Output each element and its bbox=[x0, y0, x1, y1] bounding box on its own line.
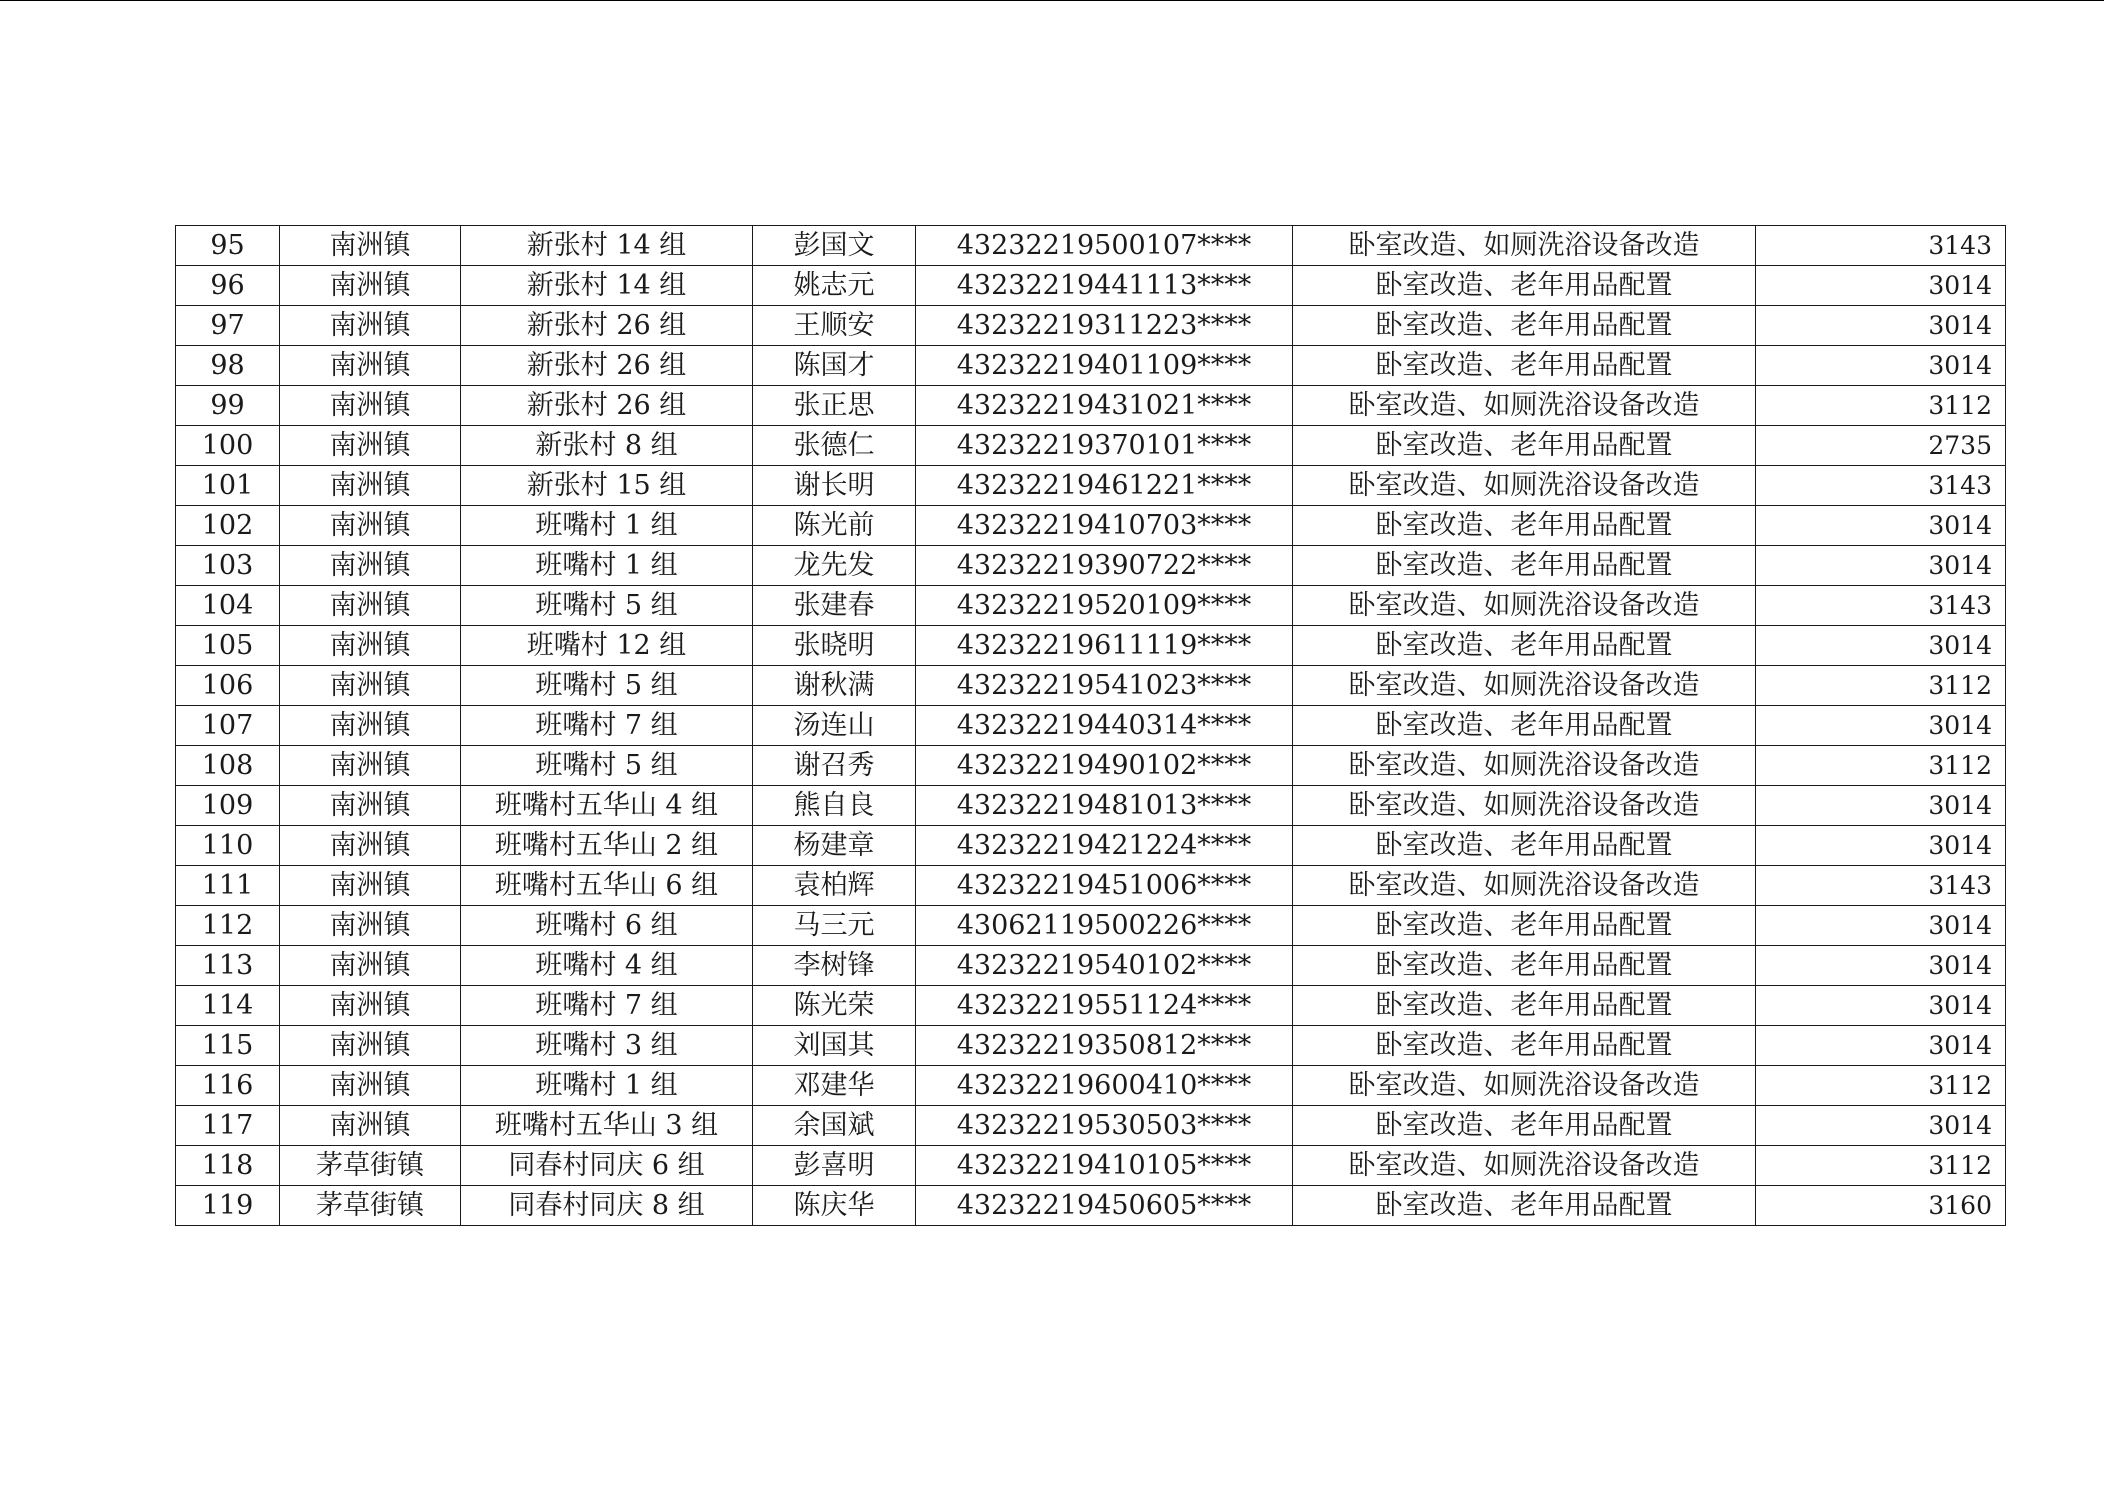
project-cell: 卧室改造、如厕洗浴设备改造 bbox=[1293, 786, 1756, 826]
table-row bbox=[176, 1186, 2006, 1226]
town-cell: 南洲镇 bbox=[280, 1106, 461, 1146]
row-number-cell: 107 bbox=[176, 706, 280, 746]
village-cell: 新张村 15 组 bbox=[461, 466, 753, 506]
amount-cell: 3112 bbox=[1756, 386, 2006, 426]
amount-cell: 3014 bbox=[1756, 626, 2006, 666]
name-cell: 陈光荣 bbox=[753, 986, 916, 1026]
project-cell: 卧室改造、老年用品配置 bbox=[1293, 626, 1756, 666]
village-cell: 班嘴村 3 组 bbox=[461, 1026, 753, 1066]
project-cell: 卧室改造、老年用品配置 bbox=[1293, 266, 1756, 306]
project-cell: 卧室改造、老年用品配置 bbox=[1293, 506, 1756, 546]
id-number-cell: 43232219431021**** bbox=[916, 386, 1293, 426]
town-cell: 南洲镇 bbox=[280, 626, 461, 666]
row-number-cell: 96 bbox=[176, 266, 280, 306]
amount-cell: 3014 bbox=[1756, 706, 2006, 746]
table-row bbox=[176, 1066, 2006, 1106]
project-cell: 卧室改造、老年用品配置 bbox=[1293, 986, 1756, 1026]
amount-cell: 3014 bbox=[1756, 786, 2006, 826]
id-number-cell: 43232219390722**** bbox=[916, 546, 1293, 586]
row-number-cell: 113 bbox=[176, 946, 280, 986]
town-cell: 南洲镇 bbox=[280, 866, 461, 906]
town-cell: 南洲镇 bbox=[280, 306, 461, 346]
table-row bbox=[176, 866, 2006, 906]
table-row bbox=[176, 226, 2006, 266]
table-row bbox=[176, 346, 2006, 386]
town-cell: 南洲镇 bbox=[280, 346, 461, 386]
village-cell: 新张村 26 组 bbox=[461, 386, 753, 426]
town-cell: 南洲镇 bbox=[280, 226, 461, 266]
village-cell: 班嘴村五华山 2 组 bbox=[461, 826, 753, 866]
id-number-cell: 43232219370101**** bbox=[916, 426, 1293, 466]
id-number-cell: 43232219540102**** bbox=[916, 946, 1293, 986]
row-number-cell: 101 bbox=[176, 466, 280, 506]
name-cell: 李树锋 bbox=[753, 946, 916, 986]
amount-cell: 3014 bbox=[1756, 546, 2006, 586]
id-number-cell: 43232219350812**** bbox=[916, 1026, 1293, 1066]
table-row bbox=[176, 746, 2006, 786]
village-cell: 同春村同庆 8 组 bbox=[461, 1186, 753, 1226]
town-cell: 南洲镇 bbox=[280, 386, 461, 426]
name-cell: 熊自良 bbox=[753, 786, 916, 826]
project-cell: 卧室改造、老年用品配置 bbox=[1293, 1026, 1756, 1066]
village-cell: 班嘴村 4 组 bbox=[461, 946, 753, 986]
name-cell: 谢长明 bbox=[753, 466, 916, 506]
name-cell: 张建春 bbox=[753, 586, 916, 626]
project-cell: 卧室改造、老年用品配置 bbox=[1293, 706, 1756, 746]
table-row bbox=[176, 546, 2006, 586]
row-number-cell: 111 bbox=[176, 866, 280, 906]
village-cell: 班嘴村 7 组 bbox=[461, 706, 753, 746]
name-cell: 袁柏辉 bbox=[753, 866, 916, 906]
amount-cell: 3014 bbox=[1756, 266, 2006, 306]
name-cell: 龙先发 bbox=[753, 546, 916, 586]
id-number-cell: 43232219451006**** bbox=[916, 866, 1293, 906]
village-cell: 班嘴村 1 组 bbox=[461, 506, 753, 546]
table-body bbox=[176, 226, 2006, 1226]
amount-cell: 3014 bbox=[1756, 906, 2006, 946]
village-cell: 班嘴村 5 组 bbox=[461, 746, 753, 786]
name-cell: 姚志元 bbox=[753, 266, 916, 306]
id-number-cell: 43232219520109**** bbox=[916, 586, 1293, 626]
village-cell: 新张村 26 组 bbox=[461, 346, 753, 386]
row-number-cell: 115 bbox=[176, 1026, 280, 1066]
table-row bbox=[176, 466, 2006, 506]
amount-cell: 3112 bbox=[1756, 666, 2006, 706]
table-row bbox=[176, 786, 2006, 826]
village-cell: 新张村 14 组 bbox=[461, 266, 753, 306]
village-cell: 班嘴村五华山 6 组 bbox=[461, 866, 753, 906]
amount-cell: 3143 bbox=[1756, 466, 2006, 506]
row-number-cell: 110 bbox=[176, 826, 280, 866]
village-cell: 班嘴村 12 组 bbox=[461, 626, 753, 666]
row-number-cell: 119 bbox=[176, 1186, 280, 1226]
table-row bbox=[176, 626, 2006, 666]
amount-cell: 3014 bbox=[1756, 946, 2006, 986]
amount-cell: 3014 bbox=[1756, 986, 2006, 1026]
town-cell: 茅草街镇 bbox=[280, 1146, 461, 1186]
amount-cell: 3143 bbox=[1756, 586, 2006, 626]
town-cell: 南洲镇 bbox=[280, 826, 461, 866]
name-cell: 张德仁 bbox=[753, 426, 916, 466]
project-cell: 卧室改造、老年用品配置 bbox=[1293, 1186, 1756, 1226]
project-cell: 卧室改造、如厕洗浴设备改造 bbox=[1293, 1146, 1756, 1186]
amount-cell: 3112 bbox=[1756, 746, 2006, 786]
table-row bbox=[176, 306, 2006, 346]
id-number-cell: 43232219410105**** bbox=[916, 1146, 1293, 1186]
amount-cell: 2735 bbox=[1756, 426, 2006, 466]
id-number-cell: 43232219461221**** bbox=[916, 466, 1293, 506]
name-cell: 杨建章 bbox=[753, 826, 916, 866]
row-number-cell: 100 bbox=[176, 426, 280, 466]
id-number-cell: 43232219421224**** bbox=[916, 826, 1293, 866]
village-cell: 班嘴村 1 组 bbox=[461, 546, 753, 586]
village-cell: 班嘴村 7 组 bbox=[461, 986, 753, 1026]
project-cell: 卧室改造、老年用品配置 bbox=[1293, 1106, 1756, 1146]
id-number-cell: 43232219541023**** bbox=[916, 666, 1293, 706]
name-cell: 马三元 bbox=[753, 906, 916, 946]
name-cell: 陈庆华 bbox=[753, 1186, 916, 1226]
name-cell: 余国斌 bbox=[753, 1106, 916, 1146]
town-cell: 南洲镇 bbox=[280, 666, 461, 706]
row-number-cell: 102 bbox=[176, 506, 280, 546]
project-cell: 卧室改造、如厕洗浴设备改造 bbox=[1293, 586, 1756, 626]
id-number-cell: 43232219551124**** bbox=[916, 986, 1293, 1026]
project-cell: 卧室改造、如厕洗浴设备改造 bbox=[1293, 226, 1756, 266]
name-cell: 张晓明 bbox=[753, 626, 916, 666]
name-cell: 谢召秀 bbox=[753, 746, 916, 786]
project-cell: 卧室改造、如厕洗浴设备改造 bbox=[1293, 746, 1756, 786]
amount-cell: 3160 bbox=[1756, 1186, 2006, 1226]
town-cell: 南洲镇 bbox=[280, 466, 461, 506]
table-row bbox=[176, 506, 2006, 546]
id-number-cell: 43232219481013**** bbox=[916, 786, 1293, 826]
town-cell: 南洲镇 bbox=[280, 1026, 461, 1066]
town-cell: 南洲镇 bbox=[280, 546, 461, 586]
name-cell: 谢秋满 bbox=[753, 666, 916, 706]
table-row bbox=[176, 386, 2006, 426]
table-row bbox=[176, 1106, 2006, 1146]
row-number-cell: 95 bbox=[176, 226, 280, 266]
row-number-cell: 99 bbox=[176, 386, 280, 426]
row-number-cell: 118 bbox=[176, 1146, 280, 1186]
name-cell: 汤连山 bbox=[753, 706, 916, 746]
id-number-cell: 43232219600410**** bbox=[916, 1066, 1293, 1106]
town-cell: 南洲镇 bbox=[280, 506, 461, 546]
project-cell: 卧室改造、如厕洗浴设备改造 bbox=[1293, 386, 1756, 426]
id-number-cell: 43232219611119**** bbox=[916, 626, 1293, 666]
table-row bbox=[176, 1026, 2006, 1066]
town-cell: 南洲镇 bbox=[280, 986, 461, 1026]
project-cell: 卧室改造、如厕洗浴设备改造 bbox=[1293, 866, 1756, 906]
name-cell: 王顺安 bbox=[753, 306, 916, 346]
village-cell: 班嘴村 5 组 bbox=[461, 586, 753, 626]
row-number-cell: 98 bbox=[176, 346, 280, 386]
village-cell: 班嘴村五华山 3 组 bbox=[461, 1106, 753, 1146]
row-number-cell: 103 bbox=[176, 546, 280, 586]
id-number-cell: 43232219490102**** bbox=[916, 746, 1293, 786]
name-cell: 张正思 bbox=[753, 386, 916, 426]
beneficiary-table bbox=[175, 225, 2006, 1226]
table-row bbox=[176, 826, 2006, 866]
project-cell: 卧室改造、老年用品配置 bbox=[1293, 546, 1756, 586]
id-number-cell: 43232219530503**** bbox=[916, 1106, 1293, 1146]
amount-cell: 3014 bbox=[1756, 306, 2006, 346]
project-cell: 卧室改造、老年用品配置 bbox=[1293, 906, 1756, 946]
project-cell: 卧室改造、老年用品配置 bbox=[1293, 426, 1756, 466]
town-cell: 茅草街镇 bbox=[280, 1186, 461, 1226]
table-row bbox=[176, 906, 2006, 946]
table-row bbox=[176, 266, 2006, 306]
village-cell: 新张村 8 组 bbox=[461, 426, 753, 466]
town-cell: 南洲镇 bbox=[280, 746, 461, 786]
village-cell: 班嘴村五华山 4 组 bbox=[461, 786, 753, 826]
name-cell: 陈光前 bbox=[753, 506, 916, 546]
row-number-cell: 114 bbox=[176, 986, 280, 1026]
town-cell: 南洲镇 bbox=[280, 786, 461, 826]
project-cell: 卧室改造、老年用品配置 bbox=[1293, 306, 1756, 346]
row-number-cell: 104 bbox=[176, 586, 280, 626]
id-number-cell: 43232219500107**** bbox=[916, 226, 1293, 266]
table-row bbox=[176, 586, 2006, 626]
project-cell: 卧室改造、如厕洗浴设备改造 bbox=[1293, 466, 1756, 506]
id-number-cell: 43062119500226**** bbox=[916, 906, 1293, 946]
id-number-cell: 43232219401109**** bbox=[916, 346, 1293, 386]
town-cell: 南洲镇 bbox=[280, 426, 461, 466]
row-number-cell: 112 bbox=[176, 906, 280, 946]
village-cell: 同春村同庆 6 组 bbox=[461, 1146, 753, 1186]
amount-cell: 3014 bbox=[1756, 1106, 2006, 1146]
amount-cell: 3014 bbox=[1756, 1026, 2006, 1066]
table-row bbox=[176, 946, 2006, 986]
town-cell: 南洲镇 bbox=[280, 946, 461, 986]
table-row bbox=[176, 1146, 2006, 1186]
id-number-cell: 43232219440314**** bbox=[916, 706, 1293, 746]
village-cell: 班嘴村 6 组 bbox=[461, 906, 753, 946]
amount-cell: 3014 bbox=[1756, 506, 2006, 546]
name-cell: 刘国其 bbox=[753, 1026, 916, 1066]
village-cell: 新张村 26 组 bbox=[461, 306, 753, 346]
amount-cell: 3143 bbox=[1756, 226, 2006, 266]
id-number-cell: 43232219311223**** bbox=[916, 306, 1293, 346]
row-number-cell: 105 bbox=[176, 626, 280, 666]
town-cell: 南洲镇 bbox=[280, 586, 461, 626]
name-cell: 陈国才 bbox=[753, 346, 916, 386]
town-cell: 南洲镇 bbox=[280, 706, 461, 746]
amount-cell: 3112 bbox=[1756, 1146, 2006, 1186]
town-cell: 南洲镇 bbox=[280, 266, 461, 306]
name-cell: 邓建华 bbox=[753, 1066, 916, 1106]
row-number-cell: 116 bbox=[176, 1066, 280, 1106]
table-row bbox=[176, 666, 2006, 706]
id-number-cell: 43232219450605**** bbox=[916, 1186, 1293, 1226]
project-cell: 卧室改造、如厕洗浴设备改造 bbox=[1293, 1066, 1756, 1106]
name-cell: 彭喜明 bbox=[753, 1146, 916, 1186]
row-number-cell: 108 bbox=[176, 746, 280, 786]
town-cell: 南洲镇 bbox=[280, 1066, 461, 1106]
id-number-cell: 43232219441113**** bbox=[916, 266, 1293, 306]
name-cell: 彭国文 bbox=[753, 226, 916, 266]
project-cell: 卧室改造、如厕洗浴设备改造 bbox=[1293, 666, 1756, 706]
project-cell: 卧室改造、老年用品配置 bbox=[1293, 946, 1756, 986]
table-row bbox=[176, 426, 2006, 466]
id-number-cell: 43232219410703**** bbox=[916, 506, 1293, 546]
table-row bbox=[176, 986, 2006, 1026]
page-top-rule bbox=[0, 0, 2104, 1]
amount-cell: 3014 bbox=[1756, 346, 2006, 386]
table-row bbox=[176, 706, 2006, 746]
village-cell: 班嘴村 1 组 bbox=[461, 1066, 753, 1106]
row-number-cell: 117 bbox=[176, 1106, 280, 1146]
village-cell: 班嘴村 5 组 bbox=[461, 666, 753, 706]
row-number-cell: 109 bbox=[176, 786, 280, 826]
amount-cell: 3143 bbox=[1756, 866, 2006, 906]
amount-cell: 3014 bbox=[1756, 826, 2006, 866]
row-number-cell: 106 bbox=[176, 666, 280, 706]
project-cell: 卧室改造、老年用品配置 bbox=[1293, 346, 1756, 386]
town-cell: 南洲镇 bbox=[280, 906, 461, 946]
amount-cell: 3112 bbox=[1756, 1066, 2006, 1106]
village-cell: 新张村 14 组 bbox=[461, 226, 753, 266]
row-number-cell: 97 bbox=[176, 306, 280, 346]
project-cell: 卧室改造、老年用品配置 bbox=[1293, 826, 1756, 866]
